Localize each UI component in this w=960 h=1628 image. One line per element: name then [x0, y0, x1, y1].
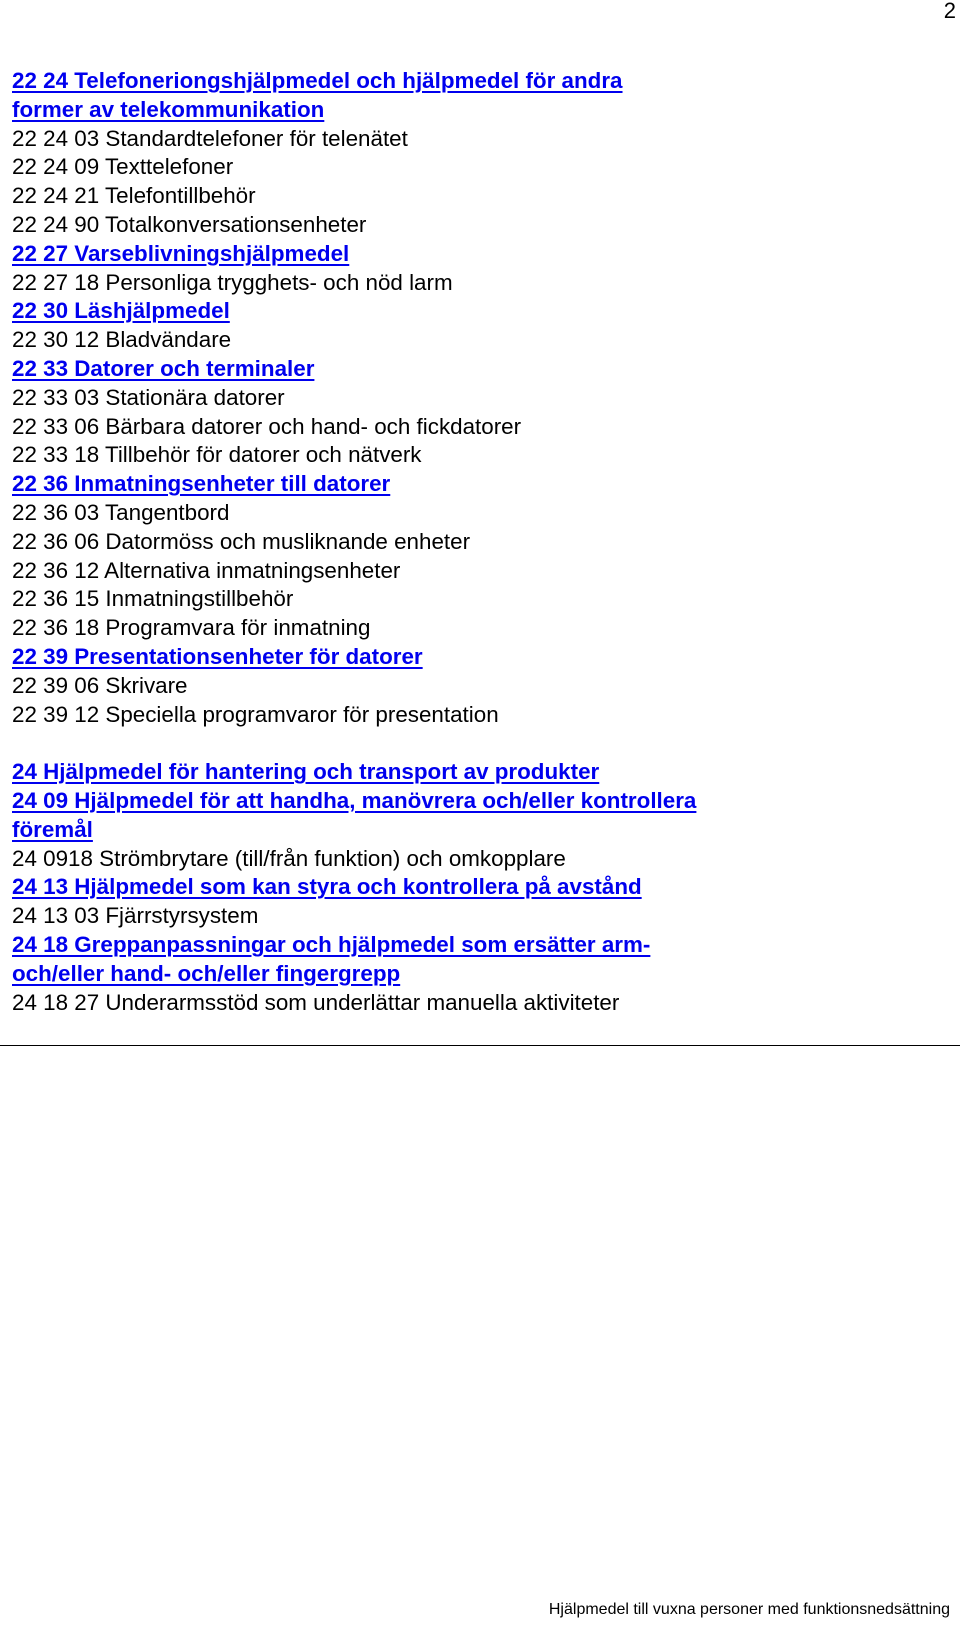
subcategory-item: 22 27 18 Personliga trygghets- och nöd larm	[12, 269, 453, 295]
page-footer: Hjälpmedel till vuxna personer med funktionsnedsättning	[548, 1601, 950, 1618]
subcategory-item: 22 33 03 Stationära datorer	[12, 384, 285, 410]
subcategory-item: 22 36 15 Inmatningstillbehör	[12, 586, 294, 612]
category-heading-link[interactable]: 22 36 Inmatningsenheter till datorer	[12, 471, 391, 497]
subcategory-item: 24 13 03 Fjärrstyrsystem	[12, 903, 259, 929]
section-2	[12, 758, 942, 1017]
subcategory-item: 22 36 18 Programvara för inmatning	[12, 615, 371, 641]
category-heading-link[interactable]: 24 13 Hjälpmedel som kan styra och kontrollera på avstånd	[12, 874, 642, 900]
subcategory-item: 22 24 03 Standardtelefoner för telenätet	[12, 125, 408, 151]
subcategory-item: 22 24 09 Texttelefoner	[12, 154, 234, 180]
category-heading-link[interactable]: föremål	[12, 816, 93, 842]
category-heading-link[interactable]: 22 30 Läshjälpmedel	[12, 298, 230, 324]
subcategory-item: 22 36 12 Alternativa inmatningsenheter	[12, 557, 401, 583]
section-1	[12, 67, 942, 729]
category-heading-link[interactable]: 24 09 Hjälpmedel för att handha, manövrera och/eller kontrollera	[12, 787, 697, 813]
subcategory-item: 22 33 06 Bärbara datorer och hand- och fickdatorer	[12, 413, 522, 439]
divider-line	[0, 1045, 960, 1046]
document-body	[12, 67, 942, 1017]
subcategory-item: 22 39 06 Skrivare	[12, 672, 188, 698]
category-heading-link[interactable]: former av telekommunikation	[12, 96, 325, 122]
subcategory-item: 22 24 90 Totalkonversationsenheter	[12, 211, 367, 237]
category-heading-link[interactable]: 22 27 Varseblivningshjälpmedel	[12, 240, 350, 266]
category-heading-link[interactable]: 22 24 Telefoneriongshjälpmedel och hjälpmedel för andra	[12, 68, 623, 93]
subcategory-item: 24 0918 Strömbrytare (till/från funktion) och omkopplare	[12, 845, 566, 871]
category-heading-link[interactable]: 24 18 Greppanpassningar och hjälpmedel som ersätter arm-	[12, 931, 651, 957]
subcategory-item: 22 33 18 Tillbehör för datorer och nätverk	[12, 442, 422, 468]
page-number: 2	[943, 0, 956, 23]
category-heading-link[interactable]: 24 Hjälpmedel för hantering och transport av produkter	[12, 759, 600, 785]
category-heading-link[interactable]: 22 39 Presentationsenheter för datorer	[12, 643, 423, 669]
subcategory-item: 22 39 12 Speciella programvaror för presentation	[12, 701, 499, 727]
category-heading-link[interactable]: och/eller hand- och/eller fingergrepp	[12, 960, 401, 986]
section-spacer	[12, 729, 942, 758]
subcategory-item: 22 30 12 Bladvändare	[12, 327, 232, 353]
subcategory-item: 24 18 27 Underarmsstöd som underlättar manuella aktiviteter	[12, 989, 620, 1015]
category-heading-link[interactable]: 22 33 Datorer och terminaler	[12, 355, 315, 381]
subcategory-item: 22 36 03 Tangentbord	[12, 499, 230, 525]
subcategory-item: 22 36 06 Datormöss och musliknande enheter	[12, 528, 471, 554]
subcategory-item: 22 24 21 Telefontillbehör	[12, 183, 256, 209]
